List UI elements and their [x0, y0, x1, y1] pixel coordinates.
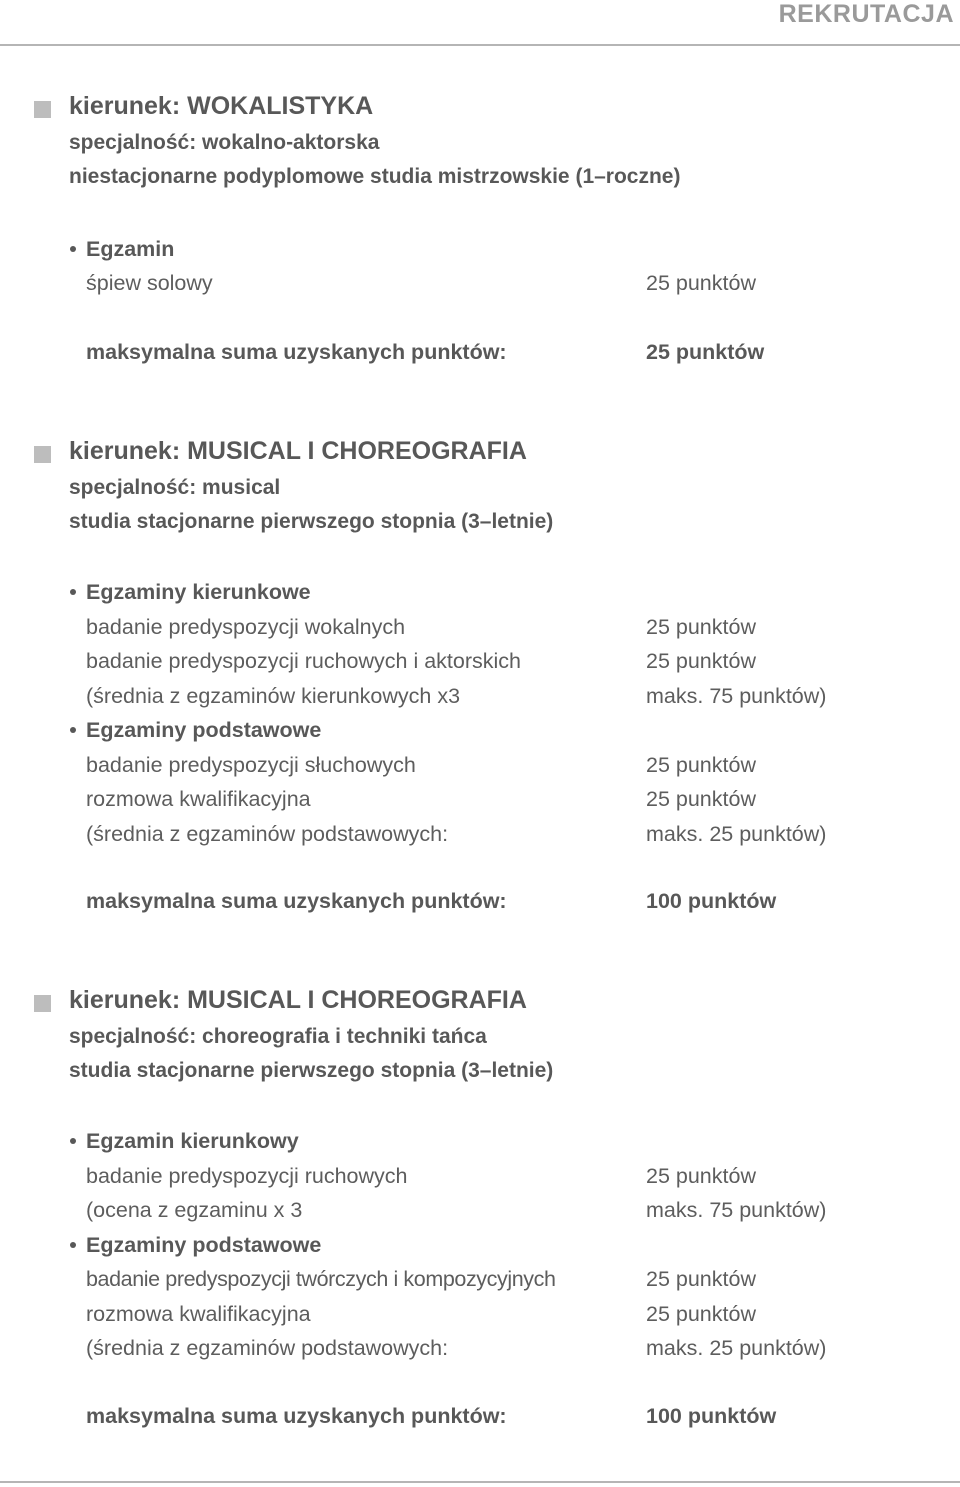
exam-row: [0, 1331, 960, 1365]
exam-row: [0, 644, 960, 678]
exam-group-label: Egzamin: [86, 237, 175, 261]
exam-points: 25 punktów: [646, 271, 756, 295]
total-label: maksymalna suma uzyskanych punktów:: [86, 1404, 507, 1428]
exam-points: 25 punktów: [646, 1163, 756, 1188]
exam-group-heading: [0, 1124, 960, 1158]
exam-points: maks. 25 punktów): [646, 1336, 827, 1360]
section-specjalnosc: specjalność: choreografia i techniki tańca: [69, 1025, 487, 1048]
section-kierunek: kierunek: MUSICAL I CHOREOGRAFIA: [69, 437, 527, 465]
dot-bullet-icon: [70, 727, 76, 733]
exam-row: [0, 1159, 960, 1193]
exam-group-label: Egzaminy kierunkowe: [86, 580, 311, 604]
exam-label: badanie predyspozycji ruchowych: [86, 1163, 408, 1188]
exam-label: badanie predyspozycji słuchowych: [86, 752, 416, 777]
exam-points: 25 punktów: [646, 787, 756, 811]
exam-points: maks. 25 punktów): [646, 821, 827, 846]
dot-bullet-icon: [70, 589, 76, 595]
dot-bullet-icon: [70, 246, 76, 252]
exam-row: [0, 1193, 960, 1227]
total-points: 100 punktów: [646, 1404, 777, 1428]
exam-row: [0, 817, 960, 851]
section-kierunek: kierunek: WOKALISTYKA: [69, 92, 374, 120]
exam-row: [0, 610, 960, 644]
exam-row: [0, 1262, 960, 1296]
section-studia: studia stacjonarne pierwszego stopnia (3–letnie): [69, 510, 554, 533]
exam-group-label: Egzamin kierunkowy: [86, 1129, 299, 1153]
exam-points: 25 punktów: [646, 752, 756, 777]
exam-label: (średnia z egzaminów podstawowych:: [86, 1336, 449, 1360]
exam-label: badanie predyspozycji wokalnych: [86, 614, 406, 639]
exam-row: [0, 748, 960, 782]
page-header-title: REKRUTACJA: [778, 0, 954, 28]
exam-group-heading: [0, 713, 960, 747]
exam-label: (ocena z egzaminu x 3: [86, 1198, 303, 1222]
total-row: [0, 884, 960, 918]
exam-label: badanie predyspozycji twórczych i kompozycyjnych: [86, 1267, 556, 1291]
square-bullet-icon: [34, 446, 51, 463]
exam-row: [0, 679, 960, 713]
section-kierunek: kierunek: MUSICAL I CHOREOGRAFIA: [69, 986, 527, 1014]
header-divider: [0, 44, 960, 46]
total-row: [0, 1399, 960, 1433]
exam-label: (średnia z egzaminów podstawowych:: [86, 821, 449, 846]
exam-label: śpiew solowy: [86, 271, 213, 295]
exam-group-label: Egzaminy podstawowe: [86, 1232, 322, 1257]
exam-label: badanie predyspozycji ruchowych i aktorskich: [86, 649, 521, 673]
exam-row: [0, 1297, 960, 1331]
square-bullet-icon: [34, 995, 51, 1012]
dot-bullet-icon: [70, 1138, 76, 1144]
exam-label: rozmowa kwalifikacyjna: [86, 787, 311, 811]
exam-group-heading: [0, 232, 960, 266]
section-specjalnosc: specjalność: wokalno-aktorska: [69, 131, 380, 154]
total-row: [0, 335, 960, 369]
exam-group-label: Egzaminy podstawowe: [86, 718, 322, 742]
section-specjalnosc: specjalność: musical: [69, 476, 281, 499]
exam-points: 25 punktów: [646, 1301, 756, 1326]
square-bullet-icon: [34, 101, 51, 118]
total-points: 25 punktów: [646, 340, 765, 364]
exam-points: 25 punktów: [646, 649, 756, 673]
exam-row: [0, 782, 960, 816]
exam-points: 25 punktów: [646, 1267, 756, 1291]
exam-group-heading: [0, 575, 960, 609]
section-studia: niestacjonarne podyplomowe studia mistrzowskie (1–roczne): [69, 165, 681, 188]
exam-points: maks. 75 punktów): [646, 683, 827, 708]
exam-points: maks. 75 punktów): [646, 1198, 827, 1222]
section-studia: studia stacjonarne pierwszego stopnia (3–letnie): [69, 1059, 554, 1082]
total-label: maksymalna suma uzyskanych punktów:: [86, 889, 507, 913]
total-label: maksymalna suma uzyskanych punktów:: [86, 340, 507, 364]
total-points: 100 punktów: [646, 889, 777, 913]
exam-label: rozmowa kwalifikacyjna: [86, 1301, 311, 1326]
exam-row: [0, 266, 960, 300]
exam-points: 25 punktów: [646, 614, 756, 639]
footer-divider: [0, 1481, 960, 1483]
dot-bullet-icon: [70, 1242, 76, 1248]
exam-label: (średnia z egzaminów kierunkowych x3: [86, 683, 461, 708]
exam-group-heading: [0, 1228, 960, 1262]
